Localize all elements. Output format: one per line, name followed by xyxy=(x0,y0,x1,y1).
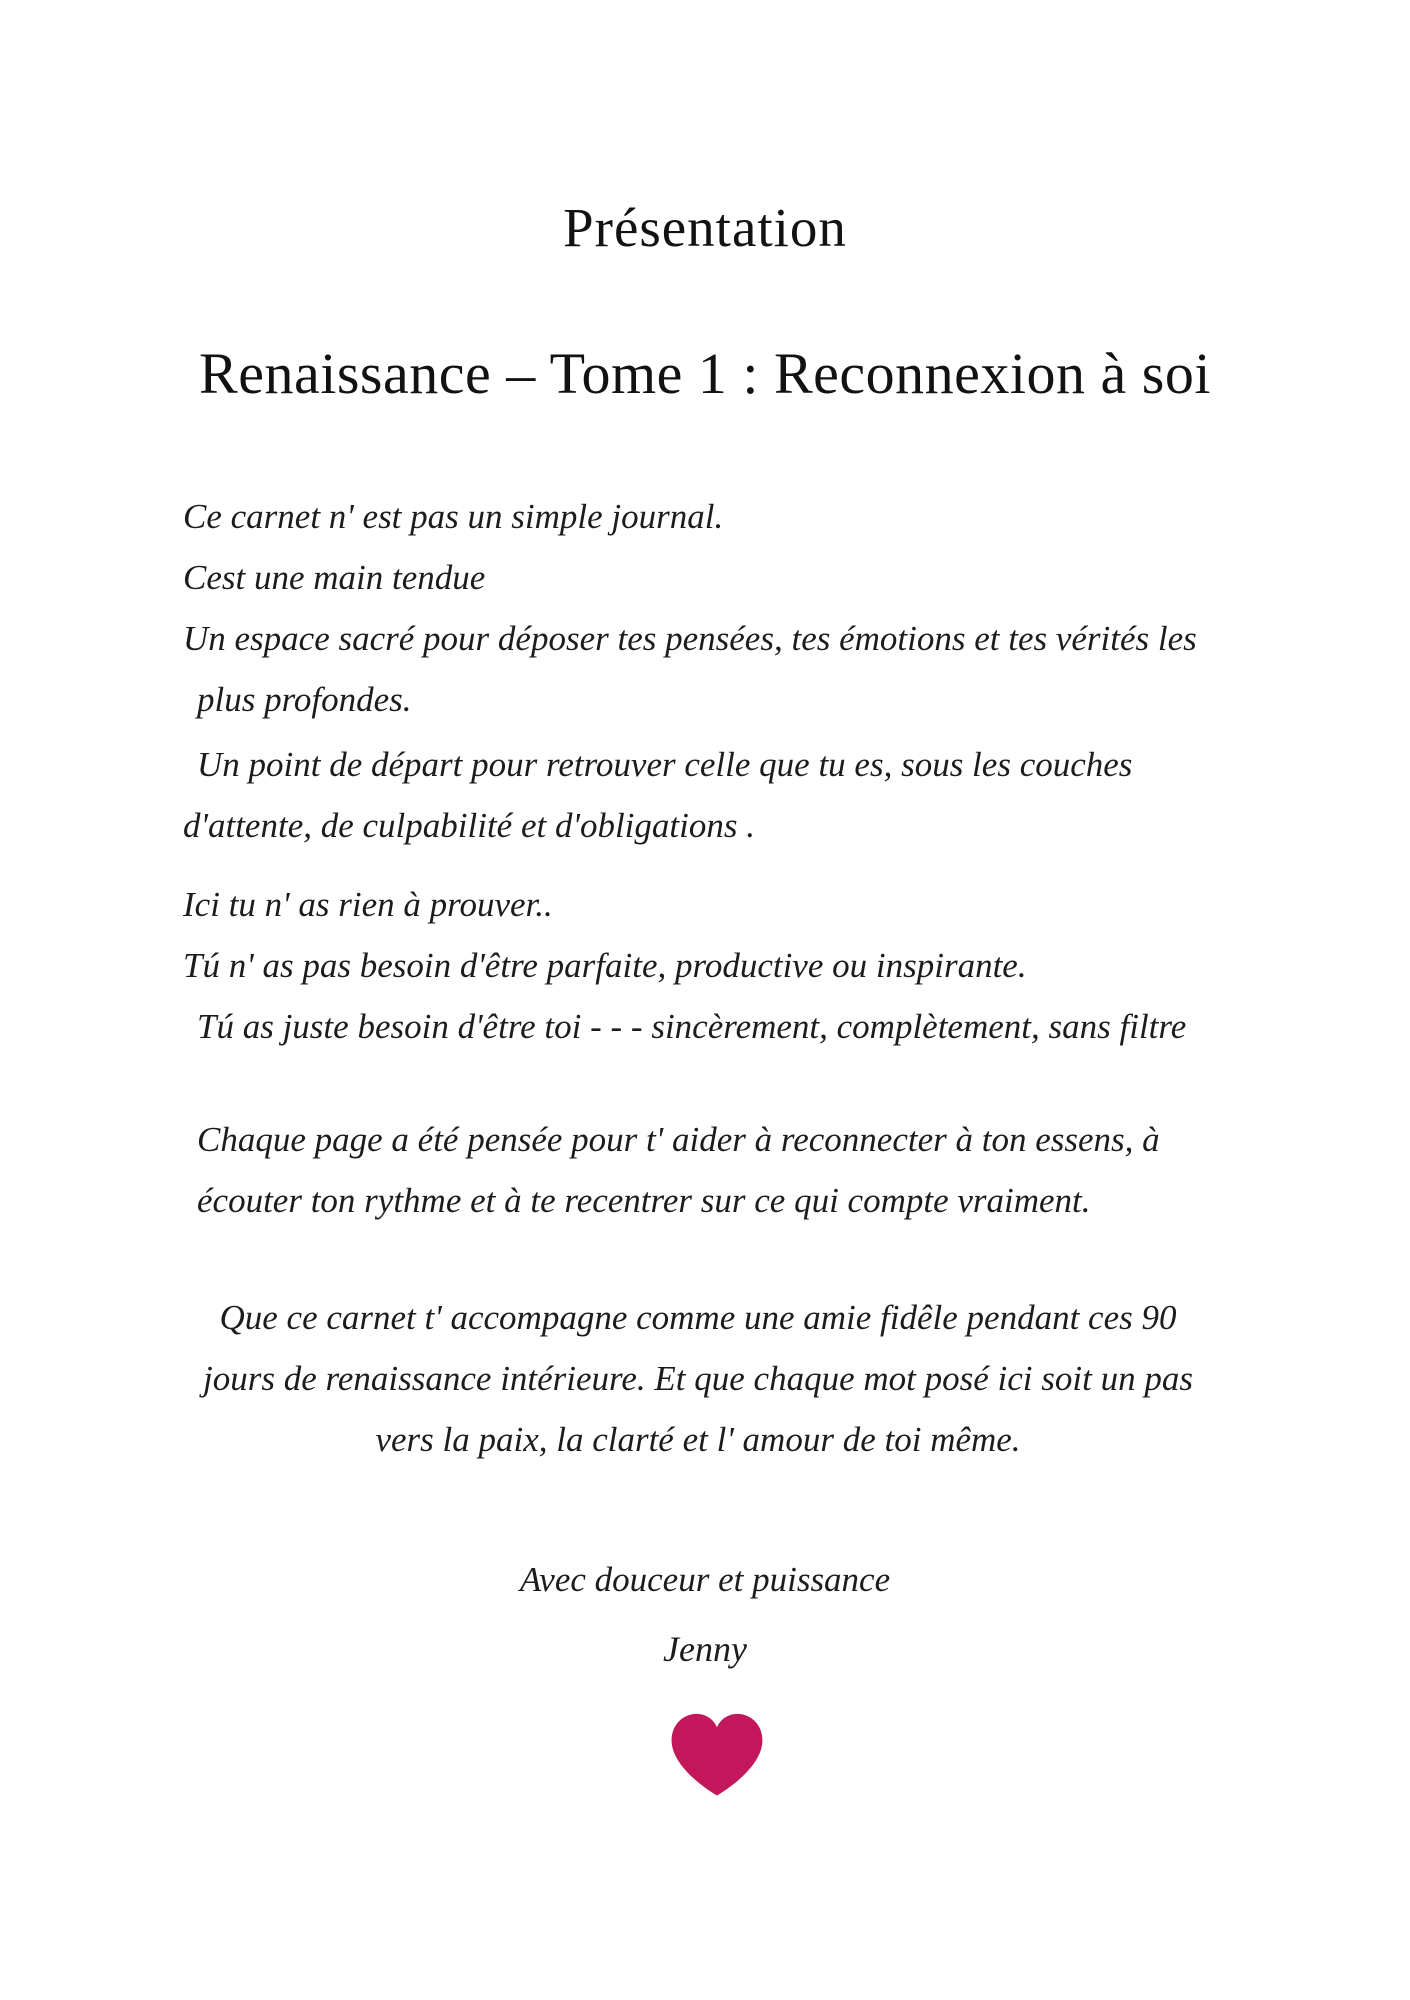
paragraph-intro xyxy=(183,486,1303,730)
body-line: Un espace sacré pour déposer tes pensées, tes émotions et tes vérités les xyxy=(183,619,1197,658)
signature-name: Jenny xyxy=(663,1629,747,1669)
body-line: Que ce carnet t' accompagne comme une amie fidêle pendant ces 90 xyxy=(219,1298,1177,1337)
body-line: Tú n' as pas besoin d'être parfaite, productive ou inspirante. xyxy=(183,946,1027,985)
paragraph-voeu xyxy=(93,1287,1303,1470)
body-line: écouter ton rythme et à te recentrer sur ce qui compte vraiment. xyxy=(197,1181,1091,1220)
paragraph-depart xyxy=(183,734,1303,856)
body-line: d'attente, de culpabilité et d'obligations . xyxy=(183,806,755,845)
body-line: Chaque page a été pensée pour t' aider à reconnecter à ton essens, à xyxy=(197,1120,1160,1159)
body-line: vers la paix, la clarté et l' amour de toi même. xyxy=(375,1420,1021,1459)
paragraph-prouver xyxy=(183,874,1303,1057)
body-line: plus profondes. xyxy=(197,680,412,719)
heart-icon xyxy=(671,1712,763,1798)
body-line: Un point de départ pour retrouver celle que tu es, sous les couches xyxy=(197,745,1133,784)
body-line: jours de renaissance intérieure. Et que chaque mot posé ici soit un pas xyxy=(203,1359,1193,1398)
body-text xyxy=(183,486,1303,1470)
body-line: Tú as juste besoin d'être toi - - - sincèrement, complètement, sans filtre xyxy=(197,1007,1187,1046)
body-line: Ici tu n' as rien à prouver.. xyxy=(183,885,553,924)
heart-shape xyxy=(672,1714,763,1796)
closing-text: Avec douceur et puissance xyxy=(519,1560,891,1599)
body-line: Cest une main tendue xyxy=(183,558,486,597)
body-line: Ce carnet n' est pas un simple journal. xyxy=(183,497,724,536)
paragraph-chaque-page xyxy=(183,1109,1303,1231)
page-subtitle: Renaissance – Tome 1 : Reconnexion à soi xyxy=(199,341,1211,406)
page-title: Présentation xyxy=(563,197,847,258)
